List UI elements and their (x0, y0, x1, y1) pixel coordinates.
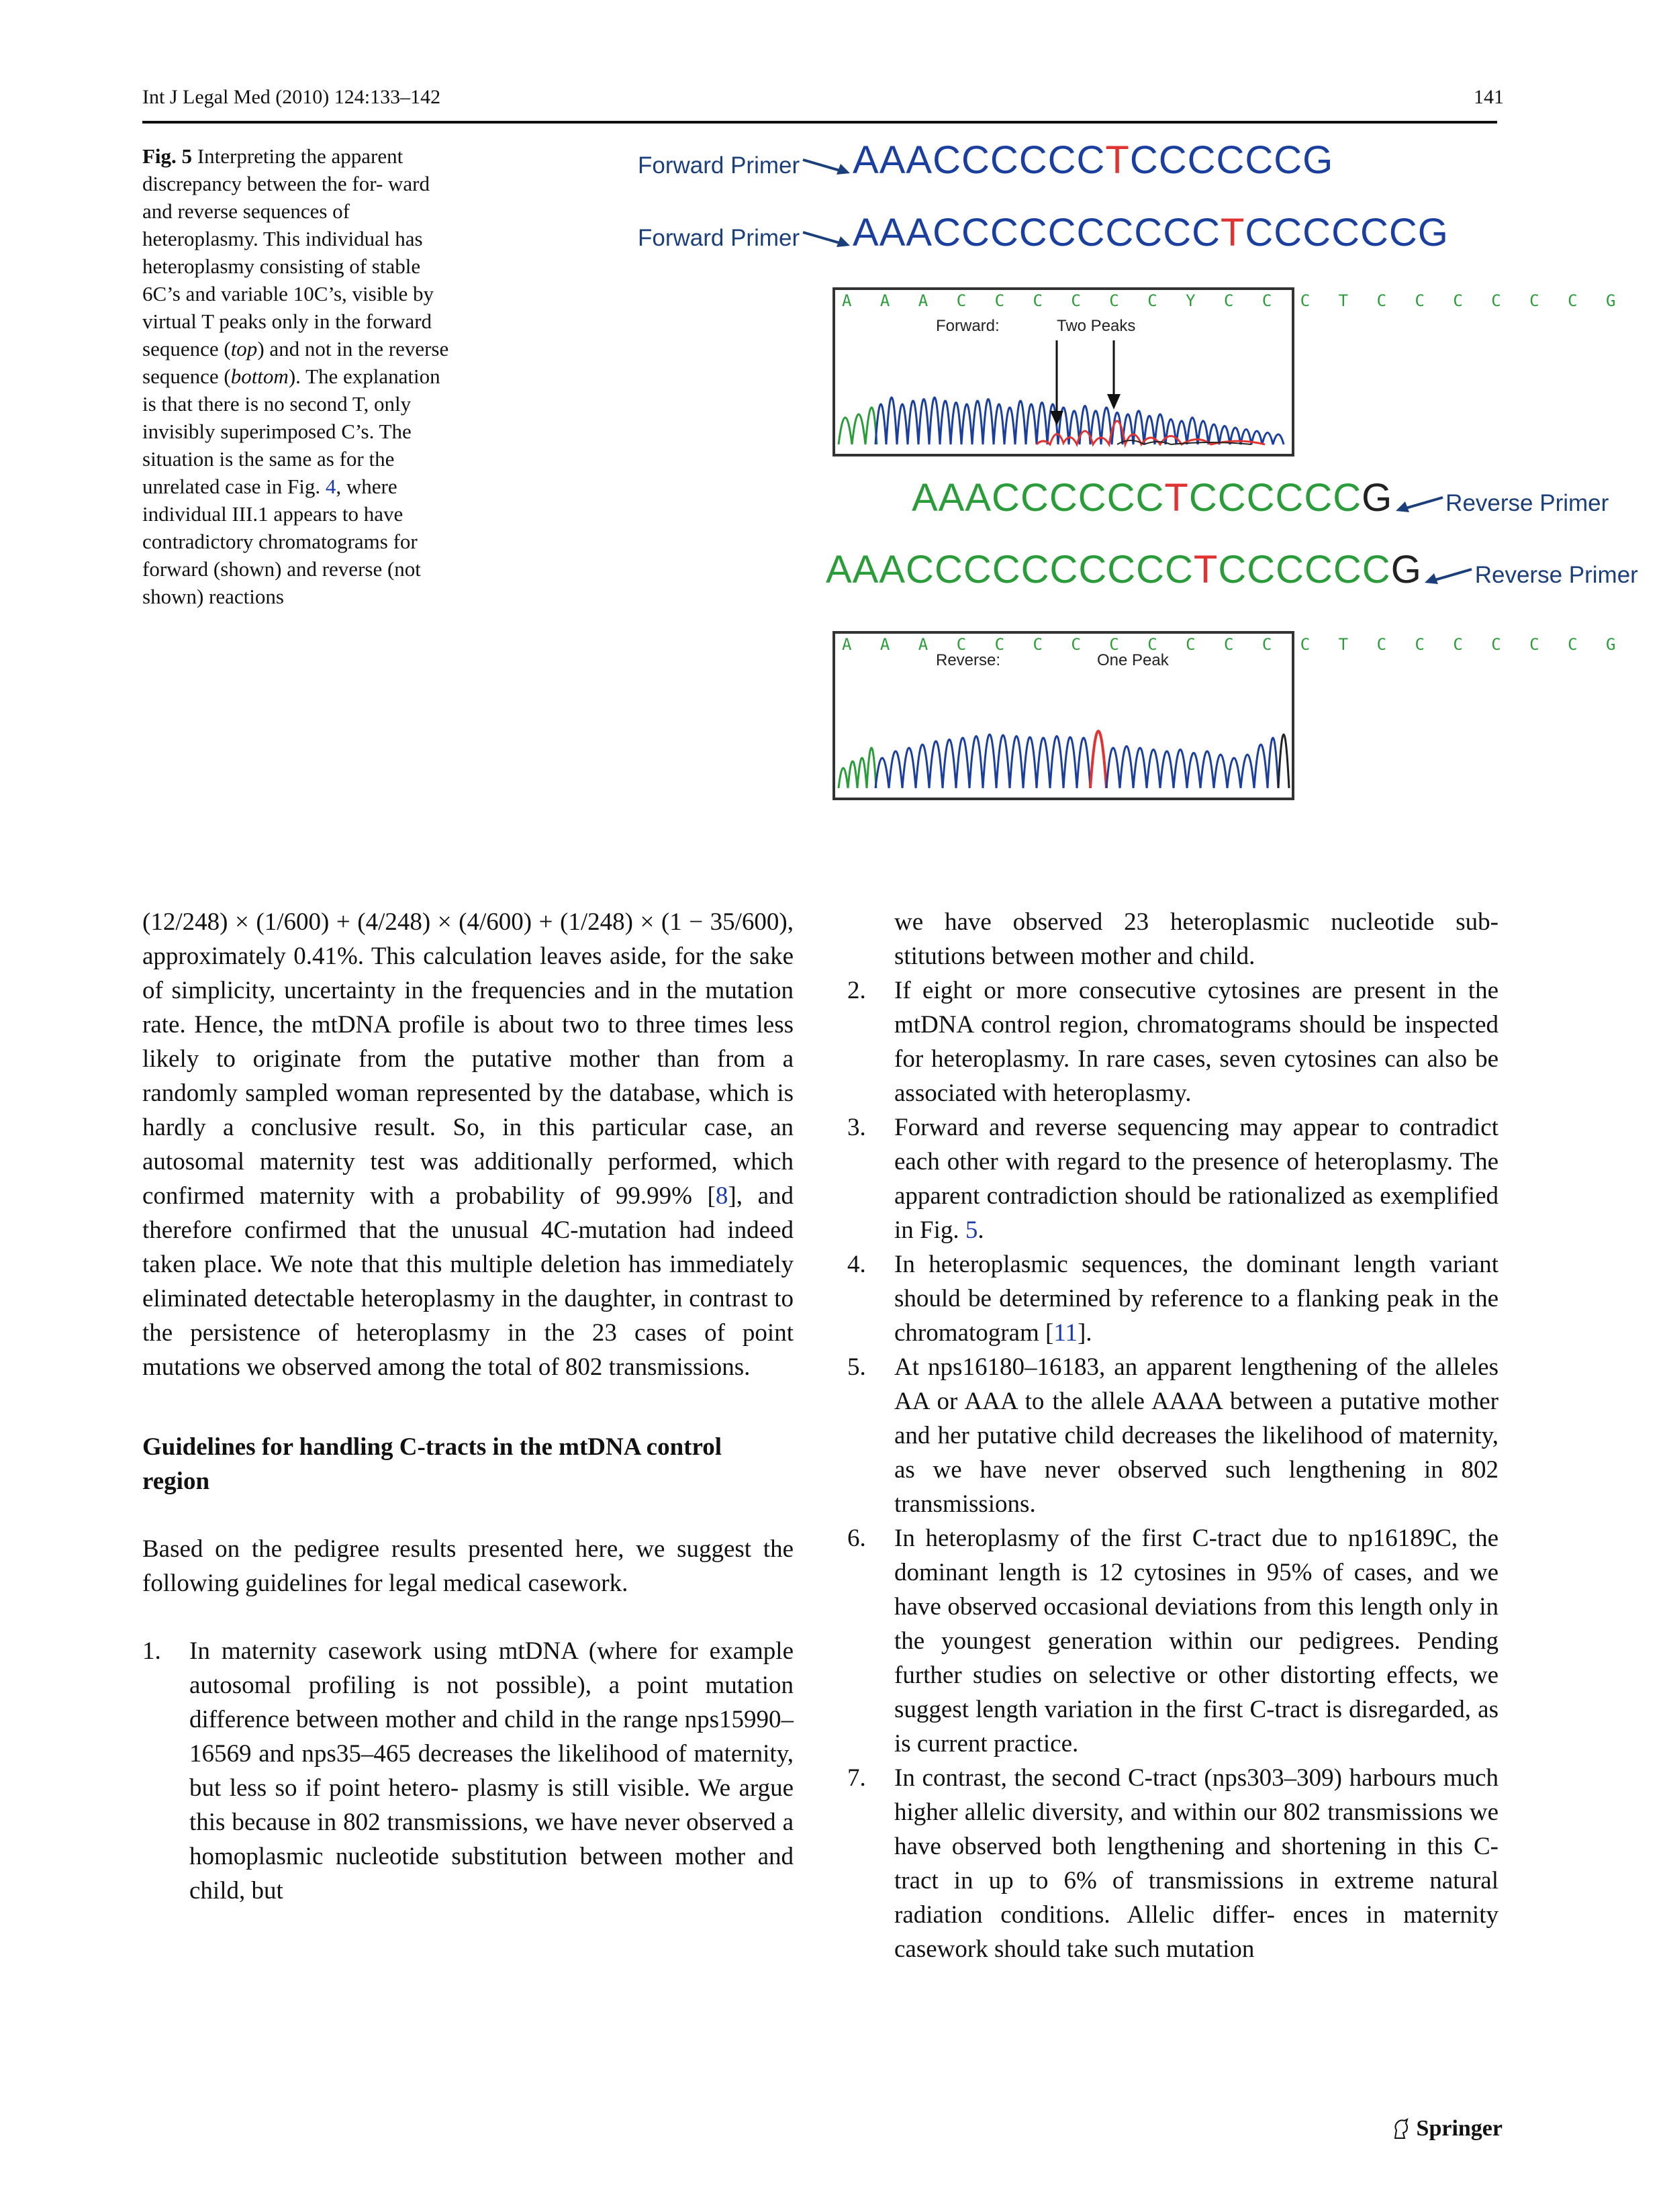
fig4-link[interactable]: 4 (325, 475, 336, 498)
running-header: Int J Legal Med (2010) 124:133–142 (142, 86, 441, 108)
page-number: 141 (1474, 86, 1504, 108)
reverse-primer-row-1: AAACCCCCCTCCCCCCG Reverse Primer (912, 476, 1609, 520)
arrow-right-icon (803, 156, 850, 176)
guideline-item-7: 7. In contrast, the second C-tract (nps303–309) harbours much higher allelic diversity, and within our 802 transmissions we have observed both lengthening and shortening in this C-tract in up to 6% of transmissions in extreme natural radiation conditions. Allelic differ- ences in maternity casework should take such mutation (847, 1764, 1498, 1963)
forward-primer-row-1: Forward Primer AAACCCCCCTCCCCCCG (638, 138, 1334, 182)
arrow-left-icon (1396, 493, 1443, 514)
reverse-chromatogram (832, 631, 1625, 800)
caption-text-3: ). The explanation is that there is no second T, only invisibly superimposed C’s. The situation is the same as for the unrelated case in Fig. (142, 365, 440, 498)
one-peak-label: One Peak (1097, 651, 1169, 669)
forward-base-calls: A A A C C C C C C Y C C C T C C C C C C G (842, 291, 1625, 310)
left-column (142, 905, 794, 1908)
figure-caption (142, 142, 457, 610)
forward-trace (835, 290, 1292, 454)
forward-label: Forward: (936, 317, 1000, 335)
guideline-item-1: 1. In maternity casework using mtDNA (where for example autosomal profiling is not possible), a point mutation difference between mother and child in the range nps15990–16569 and nps35–465 decreases the likelihood of maternity, but less so if point hetero- plasmy is still visible. We argue this because in 802 transmissions, we have never observed a homoplasmic nucleotide substitution between mother and child, but (142, 1637, 794, 1905)
forward-primer-label-2: Forward Primer (638, 225, 800, 251)
right-column (847, 905, 1498, 1966)
reverse-primer-label-2: Reverse Primer (1474, 562, 1638, 588)
ref-8-link[interactable]: 8 (715, 1182, 728, 1210)
header-rule (142, 121, 1497, 124)
reverse-label: Reverse: (936, 651, 1001, 669)
arrow-left-icon (1425, 565, 1472, 585)
reverse-trace (835, 634, 1292, 798)
paragraph-guidelines-intro: Based on the pedigree results presented here, we suggest the following guidelines for legal medical casework. (142, 1535, 794, 1597)
caption-label: Fig. 5 (142, 144, 193, 168)
caption-text-4: , where individual III.1 appears to have contradictory chromatograms for forward (shown) and reverse (not shown) reactions (142, 475, 421, 608)
guideline-item-2: 2. If eight or more consecutive cytosines are present in the mtDNA control region, chromatograms should be inspected for heteroplasmy. In rare cases, seven cytosines can also be associated with heteroplasmy. (847, 977, 1498, 1107)
paragraph-calculation: (12/248) × (1/600) + (4/248) × (4/600) + (1/248) × (1 − 35/600), approximately 0.41%. This calculation leaves aside, for the sake of simplicity, uncertainty in the frequencies and in the mutation rate. Hence, the mtDNA profile is about two to three times less likely to originate from the putative mother than from a randomly sampled woman represented by the database, which is hardly a conclusive result. So, in this particular case, an autosomal maternity test was additionally performed, which confirmed maternity with a probability of 99.99% [8], and therefore confirmed that the unusual 4C-mutation had indeed taken place. We note that this multiple deletion has immediately eliminated detectable heteroplasmy in the daughter, in contrast to the persistence of heteroplasmy in the 23 cases of point mutations we observed among the total of 802 transmissions. (142, 908, 794, 1381)
figure-5 (631, 134, 1638, 819)
caption-text-bottom: bottom (230, 365, 289, 388)
guideline-item-5: 5. At nps16180–16183, an apparent lengthening of the alleles AA or AAA to the allele AAAA between a putative mother and her putative child decreases the likelihood of maternity, as we have never observed such lengthening in 802 transmissions. (847, 1353, 1498, 1518)
ref-11-link[interactable]: 11 (1053, 1319, 1078, 1347)
caption-text-2: ) and not in the reverse sequence ( (142, 337, 449, 388)
springer-logo: Springer (1390, 2116, 1503, 2142)
reverse-primer-row-2: AAACCCCCCCCCCTCCCCCCG Reverse Primer (826, 548, 1638, 591)
guideline-item-1-continued: we have observed 23 heteroplasmic nucleotide sub- stitutions between mother and child. (894, 908, 1498, 970)
reverse-base-calls: A A A C C C C C C C C C C T C C C C C C G (842, 635, 1625, 654)
caption-text-1: Interpreting the apparent discrepancy between the for- ward and reverse sequences of heteroplasmy. This individual has heteroplasmy consisting of stable 6C’s and variable 10C’s, visible by virtual T peaks only in the forward sequence ( (142, 144, 434, 360)
two-peaks-label: Two Peaks (1057, 317, 1136, 335)
reverse-primer-label: Reverse Primer (1445, 490, 1609, 516)
forward-primer-label: Forward Primer (638, 152, 800, 179)
springer-horse-icon (1390, 2118, 1411, 2139)
guideline-item-3: 3. Forward and reverse sequencing may appear to contradict each other with regard to the presence of heteroplasmy. The apparent contradiction should be rationalized as exemplified in Fig. 5. (847, 1114, 1498, 1244)
caption-text-top: top (230, 337, 258, 360)
section-title: Guidelines for handling C-tracts in the mtDNA control region (142, 1433, 722, 1495)
forward-chromatogram (832, 287, 1625, 456)
guideline-item-4: 4. In heteroplasmic sequences, the dominant length variant should be determined by reference to a flanking peak in the chromatogram [11]. (847, 1251, 1498, 1347)
forward-primer-row-2: Forward Primer AAACCCCCCCCCCTCCCCCCG (638, 211, 1449, 254)
guideline-item-6: 6. In heteroplasmy of the first C-tract due to np16189C, the dominant length is 12 cytosines in 95% of cases, and we have observed occasional deviations from this length only in the youngest generation within our pedigrees. Pending further studies on selective or other distorting effects, we suggest length variation in the first C-tract is disregarded, as is current practice. (847, 1525, 1498, 1758)
arrow-right-icon (803, 228, 850, 248)
fig5-link[interactable]: 5 (965, 1216, 978, 1244)
